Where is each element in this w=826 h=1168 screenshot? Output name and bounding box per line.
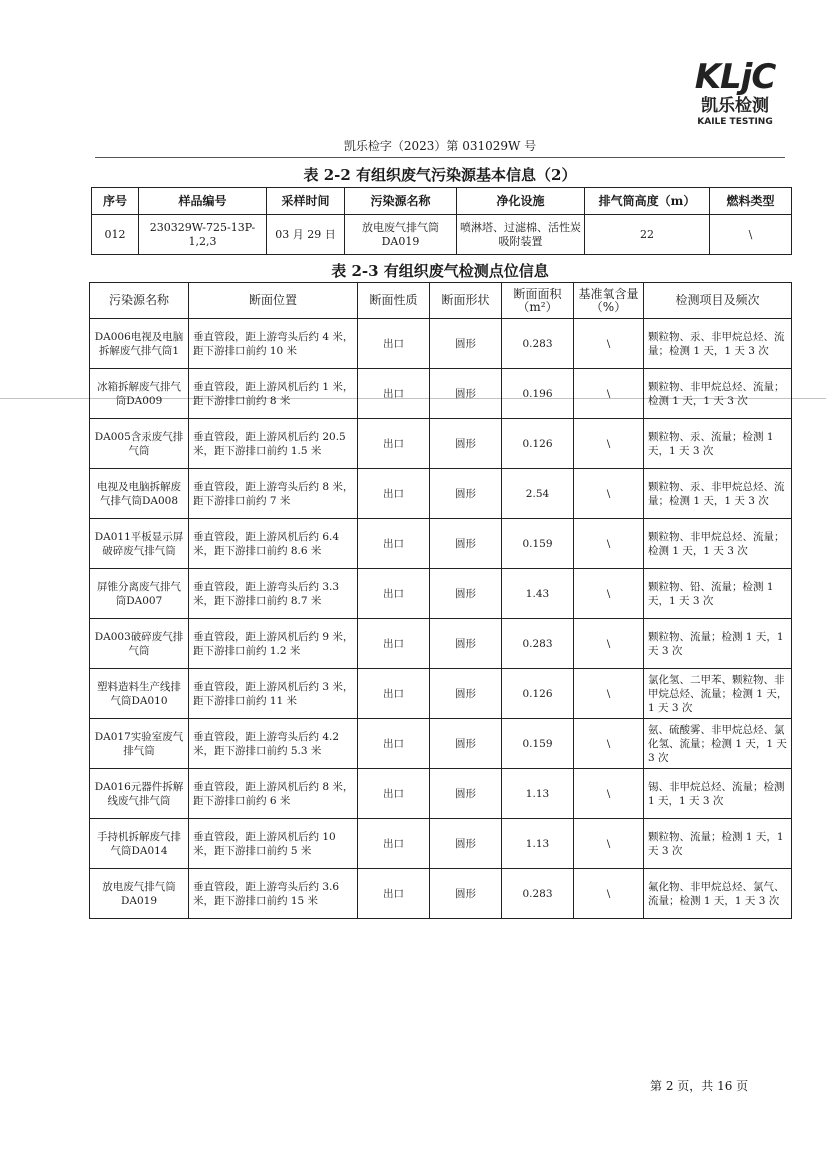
table-cell: 0.126 [502,669,574,719]
table-cell: 出口 [358,419,430,469]
table-cell: 出口 [358,819,430,869]
table-cell: 圆形 [430,319,502,369]
column-header: 断面位置 [189,283,358,319]
table-row [90,369,792,419]
table-cell: 出口 [358,669,430,719]
column-header: 污染源名称 [90,283,189,319]
table-cell: \ [574,519,644,569]
table-cell: DA011平板显示屏破碎废气排气筒 [90,519,189,569]
table-cell: 0.159 [502,719,574,769]
table-cell: 塑料造料生产线排气筒DA010 [90,669,189,719]
table-2-2 [91,187,792,255]
table-row [90,869,792,919]
table-2-2-header-row [92,188,792,215]
table-cell: 颗粒物、汞、非甲烷总烃、流量；检测 1 天，1 天 3 次 [644,469,792,519]
table-2-2-title: 表 2-2 有组织废气污染源基本信息（2） [303,166,577,184]
table-cell: 0.283 [502,619,574,669]
table-cell: DA016元器件拆解线废气排气筒 [90,769,189,819]
table-cell: 圆形 [430,869,502,919]
table-cell: 230329W-725-13P-1,2,3 [139,215,267,255]
table-2-3-title: 表 2-3 有组织废气检测点位信息 [331,262,549,280]
column-header: 基准氧含量（%） [574,283,644,319]
column-header: 净化设施 [457,188,585,215]
table-cell: 颗粒物、汞、流量；检测 1 天，1 天 3 次 [644,419,792,469]
logo-name-en: KAILE TESTING [697,117,773,127]
table-cell: 垂直管段，距上游风机后约 1 米，距下游排口前约 8 米 [189,369,358,419]
table-row [92,215,792,255]
table-cell: \ [710,215,792,255]
table-cell: 出口 [358,469,430,519]
table-cell: 出口 [358,519,430,569]
logo-name-cn: 凯乐检测 [701,96,769,116]
table-cell: 颗粒物、非甲烷总烃、流量；检测 1 天，1 天 3 次 [644,519,792,569]
table-cell: 垂直管段，距上游风机后约 20.5 米，距下游排口前约 1.5 米 [189,419,358,469]
table-row [90,319,792,369]
table-cell: 放电废气排气筒DA019 [90,869,189,919]
table-row [90,519,792,569]
table-cell: 0.283 [502,869,574,919]
table-cell: 颗粒物、非甲烷总烃、流量；检测 1 天，1 天 3 次 [644,369,792,419]
table-cell: 012 [92,215,139,255]
column-header: 样品编号 [139,188,267,215]
table-row [90,619,792,669]
table-cell: 垂直管段，距上游弯头后约 3.3 米，距下游排口前约 8.7 米 [189,569,358,619]
table-cell: 颗粒物、铅、流量；检测 1 天，1 天 3 次 [644,569,792,619]
table-cell: 03 月 29 日 [267,215,345,255]
table-cell: 出口 [358,369,430,419]
table-cell: 垂直管段，距上游风机后约 8 米，距下游排口前约 6 米 [189,769,358,819]
table-cell: DA006电视及电脑拆解废气排气筒1 [90,319,189,369]
table-cell: 0.196 [502,369,574,419]
table-cell: 屏锥分离废气排气筒DA007 [90,569,189,619]
page-number: 第 2 页，共 16 页 [650,1079,749,1093]
table-cell: 2.54 [502,469,574,519]
table-cell: 垂直管段，距上游风机后约 6.4 米，距下游排口前约 8.6 米 [189,519,358,569]
table-row [90,469,792,519]
column-header: 排气筒高度（m） [585,188,710,215]
table-cell: 圆形 [430,769,502,819]
table-cell: DA003破碎废气排气筒 [90,619,189,669]
table-cell: \ [574,569,644,619]
table-cell: \ [574,819,644,869]
table-row [90,569,792,619]
table-cell: 垂直管段，距上游弯头后约 8 米，距下游排口前约 7 米 [189,469,358,519]
table-cell: 出口 [358,869,430,919]
table-cell: 圆形 [430,569,502,619]
table-cell: DA005含汞废气排气筒 [90,419,189,469]
column-header: 断面面积（m²） [502,283,574,319]
table-cell: 垂直管段，距上游风机后约 3 米，距下游排口前约 11 米 [189,669,358,719]
table-cell: 圆形 [430,369,502,419]
table-cell: 氟化物、非甲烷总烃、氯气、流量；检测 1 天，1 天 3 次 [644,869,792,919]
table-cell: 圆形 [430,519,502,569]
table-cell: 圆形 [430,819,502,869]
table-cell: \ [574,469,644,519]
table-cell: \ [574,719,644,769]
table-cell: 氯化氢、二甲苯、颗粒物、非甲烷总烃、流量；检测 1 天，1 天 3 次 [644,669,792,719]
table-cell: 圆形 [430,719,502,769]
table-2-3-header-row [90,283,792,319]
table-cell: \ [574,869,644,919]
column-header: 检测项目及频次 [644,283,792,319]
table-cell: 1.43 [502,569,574,619]
table-cell: 喷淋塔、过滤棉、活性炭吸附装置 [457,215,585,255]
table-cell: 圆形 [430,469,502,519]
table-cell: 1.13 [502,819,574,869]
column-header: 断面形状 [430,283,502,319]
table-cell: \ [574,319,644,369]
column-header: 采样时间 [267,188,345,215]
table-2-3 [89,282,792,919]
table-cell: \ [574,669,644,719]
column-header: 序号 [92,188,139,215]
table-cell: 出口 [358,569,430,619]
table-cell: 颗粒物、汞、非甲烷总烃、流量；检测 1 天，1 天 3 次 [644,319,792,369]
table-cell: 圆形 [430,669,502,719]
table-cell: 圆形 [430,619,502,669]
table-row [90,819,792,869]
table-cell: 出口 [358,619,430,669]
table-cell: 0.159 [502,519,574,569]
table-cell: 垂直管段，距上游风机后约 9 米，距下游排口前约 1.2 米 [189,619,358,669]
table-cell: \ [574,769,644,819]
table-cell: 0.126 [502,419,574,469]
table-row [90,719,792,769]
table-row [90,419,792,469]
table-cell: 手持机拆解废气排气筒DA014 [90,819,189,869]
table-cell: \ [574,369,644,419]
table-cell: 放电废气排气筒DA019 [345,215,457,255]
table-cell: 颗粒物、流量；检测 1 天，1 天 3 次 [644,619,792,669]
table-cell: 氨、硫酸雾、非甲烷总烃、氯化氢、流量；检测 1 天，1 天 3 次 [644,719,792,769]
column-header: 断面性质 [358,283,430,319]
column-header: 燃料类型 [710,188,792,215]
table-cell: 圆形 [430,419,502,469]
table-cell: 锡、非甲烷总烃、流量；检测 1 天，1 天 3 次 [644,769,792,819]
table-cell: 垂直管段，距上游弯头后约 4 米，距下游排口前约 10 米 [189,319,358,369]
table-row [90,669,792,719]
document-number: 凯乐检字（2023）第 031029W 号 [343,139,537,153]
table-cell: 1.13 [502,769,574,819]
table-cell: \ [574,619,644,669]
table-cell: 出口 [358,769,430,819]
table-cell: 0.283 [502,319,574,369]
table-cell: 出口 [358,719,430,769]
table-cell: 22 [585,215,710,255]
table-cell: 垂直管段，距上游弯头后约 3.6 米，距下游排口前约 15 米 [189,869,358,919]
table-cell: 冰箱拆解废气排气筒DA009 [90,369,189,419]
header-divider [95,157,785,158]
table-cell: 颗粒物、流量；检测 1 天，1 天 3 次 [644,819,792,869]
company-logo [690,57,780,128]
table-cell: 电视及电脑拆解废气排气筒DA008 [90,469,189,519]
table-cell: 垂直管段，距上游弯头后约 4.2 米，距下游排口前约 5.3 米 [189,719,358,769]
logo-mark: KLjC [694,57,776,97]
column-header: 污染源名称 [345,188,457,215]
table-row [90,769,792,819]
table-cell: \ [574,419,644,469]
table-cell: DA017实验室废气排气筒 [90,719,189,769]
table-cell: 垂直管段，距上游风机后约 10 米，距下游排口前约 5 米 [189,819,358,869]
table-cell: 出口 [358,319,430,369]
